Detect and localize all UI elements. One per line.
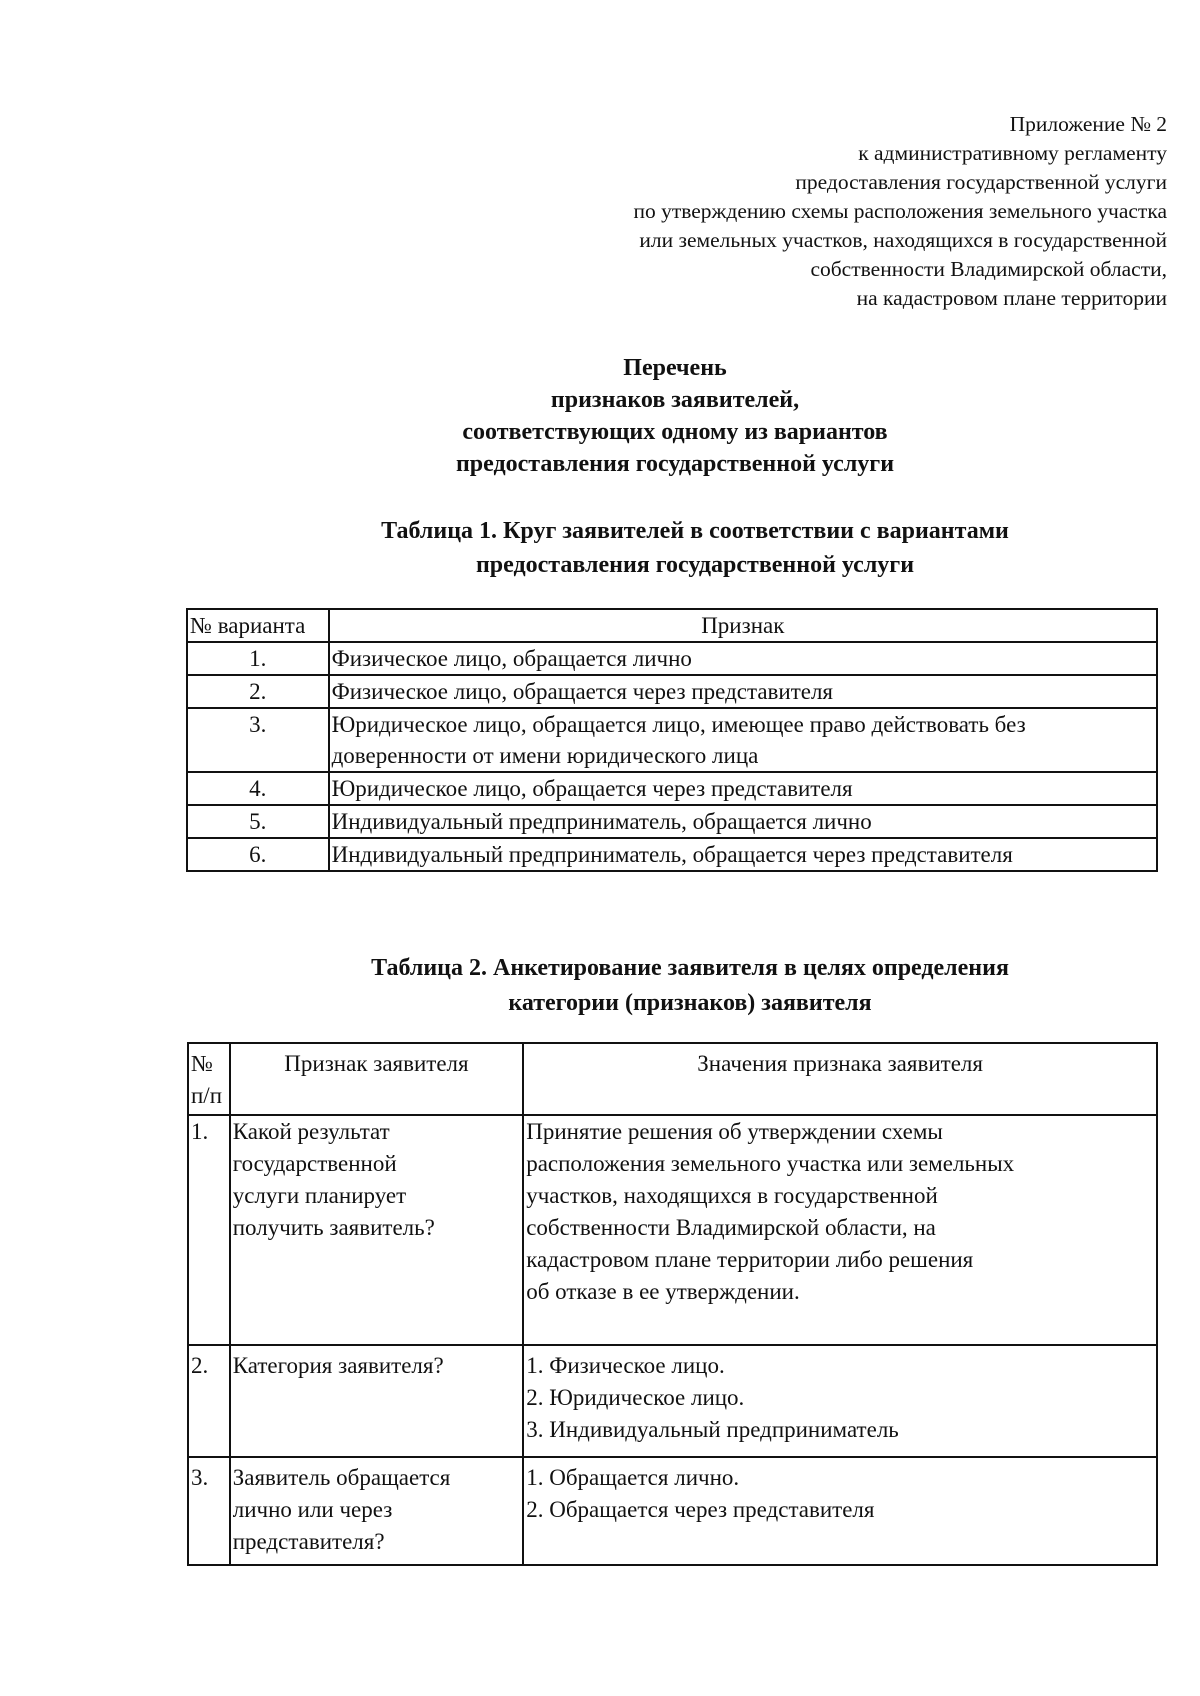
value-line: 1. Обращается лично.	[526, 1465, 740, 1490]
question-line: получить заявитель?	[232, 1215, 435, 1240]
table-row	[187, 708, 1157, 772]
header-line: собственности Владимирской области,	[810, 257, 1167, 281]
header-line: на кадастровом плане территории	[856, 286, 1167, 310]
value-line: участков, находящихся в государственной	[526, 1183, 938, 1208]
header-line: или земельных участков, находящихся в государственной	[639, 228, 1167, 252]
value-line: собственности Владимирской области, на	[526, 1215, 936, 1240]
title-line: соответствующих одному из вариантов	[462, 419, 888, 445]
header-line: предоставления государственной услуги	[795, 170, 1167, 194]
variant-number: 4.	[187, 772, 329, 805]
questionnaire-table	[187, 1042, 1158, 1566]
value-line: 1. Физическое лицо.	[526, 1353, 725, 1378]
variant-sign: Индивидуальный предприниматель, обращается лично	[329, 805, 1157, 838]
variant-number: 6.	[187, 838, 329, 871]
caption-line: предоставления государственной услуги	[475, 552, 915, 578]
variant-number: 3.	[187, 708, 329, 772]
table-row	[188, 1345, 1157, 1457]
caption-line: Таблица 2. Анкетирование заявителя в целях определения	[371, 955, 1009, 981]
question-line: Какой результат	[232, 1119, 390, 1144]
column-header-question: Признак заявителя	[230, 1043, 523, 1115]
table-row	[187, 675, 1157, 708]
table-header-row	[188, 1043, 1157, 1115]
title-line: признаков заявителей,	[550, 387, 800, 413]
variants-table	[186, 608, 1158, 872]
question-line: услуги планирует	[232, 1183, 407, 1208]
variant-sign: Физическое лицо, обращается через представителя	[329, 675, 1157, 708]
value-line: кадастровом плане территории либо решения	[526, 1247, 974, 1272]
table2-caption	[300, 951, 1080, 1021]
values-cell	[523, 1115, 1157, 1345]
column-header-sign: Признак	[329, 609, 1157, 642]
caption-line: категории (признаков) заявителя	[508, 990, 872, 1016]
question-line: лично или через	[232, 1497, 393, 1522]
table-row	[187, 772, 1157, 805]
question-cell	[230, 1115, 523, 1345]
row-number: 2.	[188, 1345, 230, 1457]
value-line: об отказе в ее утверждении.	[526, 1279, 800, 1304]
header-line: к административному регламенту	[858, 141, 1167, 165]
header-number-line: п/п	[191, 1083, 223, 1108]
table-row	[188, 1457, 1157, 1565]
table-row	[188, 1115, 1157, 1345]
table-row	[187, 805, 1157, 838]
variant-number: 5.	[187, 805, 329, 838]
variant-sign: Индивидуальный предприниматель, обращается через представителя	[329, 838, 1157, 871]
column-header-values: Значения признака заявителя	[523, 1043, 1157, 1115]
variant-number: 2.	[187, 675, 329, 708]
question-line: представителя?	[232, 1529, 385, 1554]
value-line: 2. Юридическое лицо.	[526, 1385, 745, 1410]
document-title	[0, 352, 1200, 480]
row-number: 1.	[188, 1115, 230, 1345]
header-line: Приложение № 2	[1009, 112, 1167, 136]
table-header-row	[187, 609, 1157, 642]
value-line: Принятие решения об утверждении схемы	[526, 1119, 943, 1144]
variant-sign: Юридическое лицо, обращается через представителя	[329, 772, 1157, 805]
header-line: по утверждению схемы расположения земельного участка	[633, 199, 1167, 223]
question-line: Категория заявителя?	[232, 1353, 444, 1378]
variant-number: 1.	[187, 642, 329, 675]
title-line: предоставления государственной услуги	[455, 451, 895, 477]
value-line: 3. Индивидуальный предприниматель	[526, 1417, 899, 1442]
question-cell	[230, 1457, 523, 1565]
variant-sign: Физическое лицо, обращается лично	[329, 642, 1157, 675]
question-cell	[230, 1345, 523, 1457]
row-number: 3.	[188, 1457, 230, 1565]
column-header-number	[188, 1043, 230, 1115]
caption-line: Таблица 1. Круг заявителей в соответствии с вариантами	[381, 518, 1009, 544]
table-row	[187, 642, 1157, 675]
variant-sign: Юридическое лицо, обращается лицо, имеющее право действовать без доверенности от имени юридического лица	[329, 708, 1157, 772]
question-line: Заявитель обращается	[232, 1465, 451, 1490]
table-row	[187, 838, 1157, 871]
question-line: государственной	[232, 1151, 397, 1176]
table1-caption	[300, 514, 1090, 582]
header-number-line: №	[191, 1051, 213, 1076]
title-line: Перечень	[623, 355, 727, 381]
column-header-variant: № варианта	[187, 609, 329, 642]
values-cell	[523, 1345, 1157, 1457]
value-line: 2. Обращается через представителя	[526, 1497, 875, 1522]
values-cell	[523, 1457, 1157, 1565]
appendix-header	[633, 110, 1167, 313]
value-line: расположения земельного участка или земельных	[526, 1151, 1015, 1176]
